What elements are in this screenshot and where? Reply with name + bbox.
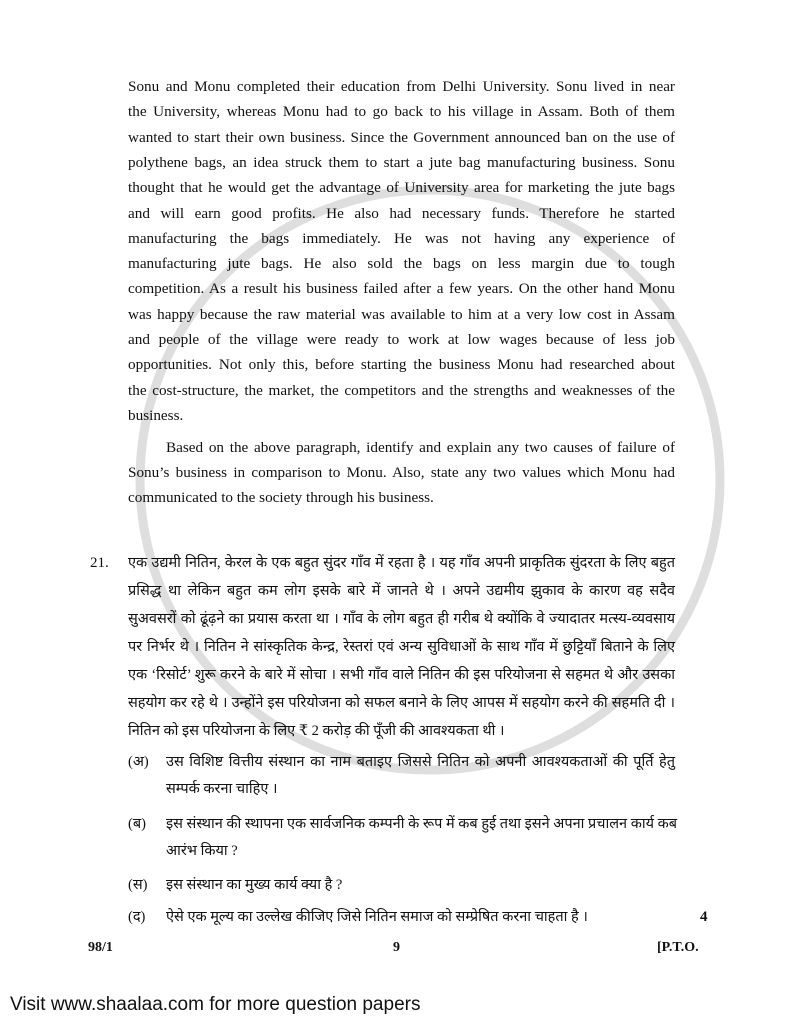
passage-line: business. [128,406,184,424]
part-label: (अ) [128,754,149,770]
passage-line: manufacturing the bags immediately. He was not having any experience of [128,229,675,247]
pto: [P.T.O. [657,940,699,955]
page-number: 9 [393,940,400,955]
part-line: ऐसे एक मूल्य का उल्लेख कीजिए जिसे नितिन समाज को सम्प्रेषित करना चाहता है । [166,909,588,925]
question-21-line: नितिन को इस परियोजना के लिए ₹ 2 करोड़ की पूँजी की आवश्यकता थी । [128,723,505,739]
passage-line: wanted to start their own business. Since the Government announced ban on the use of [128,128,675,146]
question-21-line: एक ‘रिसोर्ट’ शुरू करने के बारे में सोचा । सभी गाँव वाले नितिन की इस परियोजना से सहमत थे और उसका [128,667,675,683]
passage-line: competition. As a result his business failed after a few years. On the other hand Monu [128,280,675,298]
passage-line: and people of the village were ready to work at low wages because of less job [128,331,675,348]
question-line: Based on the above paragraph, identify and explain any two causes of failure of [166,439,675,456]
part-line: आरंभ किया ? [166,843,238,859]
part-line: इस संस्थान का मुख्य कार्य क्या है ? [166,877,343,893]
part-label: (स) [128,877,148,893]
question-line: communicated to the society through his business. [128,489,434,506]
passage-line: polythene bags, an idea struck them to start a jute bag manufacturing business. Sonu [128,153,675,171]
passage-line: thought that he would get the advantage of University area for marketing the jute bags [128,179,675,197]
passage-line: Sonu and Monu completed their education from Delhi University. Sonu lived in near [128,78,675,95]
paper-code: 98/1 [88,940,113,955]
passage-line: was happy because the raw material was available to him at a very low cost in Assam [128,305,675,323]
part-line: सम्पर्क करना चाहिए । [166,781,278,797]
question-21-line: प्रसिद्ध था लेकिन बहुत कम लोग इसके बारे में जानते थे । अपने उद्यमीय झुकाव के कारण वह सदैव [128,583,675,599]
question-21-line: सुअवसरों को ढूंढ़ने का प्रयास करता था । गाँव के लोग बहुत ही गरीब थे क्योंकि वे ज्यादातर मत्स्य-व्यवसाय [128,611,675,627]
part-line: इस संस्थान की स्थापना एक सार्वजनिक कम्पनी के रूप में कब हुई तथा इसने अपना प्रचालन कार्य कब [166,816,678,832]
question-21-line: पर निर्भर थे । नितिन ने सांस्कृतिक केन्द्र, रेस्तरां एवं अन्य सुविधाओं के साथ गाँव में छुट्टियाँ बिताने के लिए [128,639,675,655]
passage-line: the University, whereas Monu had to go back to his village in Assam. Both of them [128,103,675,121]
marks: 4 [700,909,708,925]
part-label: (द) [128,909,146,925]
question-line: Sonu’s business in comparison to Monu. Also, state any two values which Monu had [128,464,675,481]
question-21-line: सहयोग कर रहे थे । उन्होंने इस परियोजना को सफल बनाने के लिए आपस में सहयोग करने की सहमति दी । [128,695,675,711]
passage-line: opportunities. Not only this, before starting the business Monu had researched about [128,356,675,374]
part-label: (ब) [128,816,146,832]
question-number: 21. [90,555,109,571]
passage-line: and will earn good profits. He also had necessary funds. Therefore he started [128,204,675,222]
passage-line: manufacturing jute bags. He also sold the bags on less margin due to tough [128,255,675,273]
part-line: उस विशिष्ट वित्तीय संस्थान का नाम बताइए जिससे नितिन को अपनी आवश्यकताओं की पूर्ति हेतु [166,754,675,770]
visit-link[interactable]: Visit www.shaalaa.com for more question papers [10,994,421,1015]
question-21-line: एक उद्यमी नितिन, केरल के एक बहुत सुंदर गाँव में रहता है । यह गाँव अपनी प्राकृतिक सुंदरता के लिए बहुत [128,555,675,571]
passage-line: the cost-structure, the market, the competitors and the strengths and weaknesses of the [128,381,675,399]
